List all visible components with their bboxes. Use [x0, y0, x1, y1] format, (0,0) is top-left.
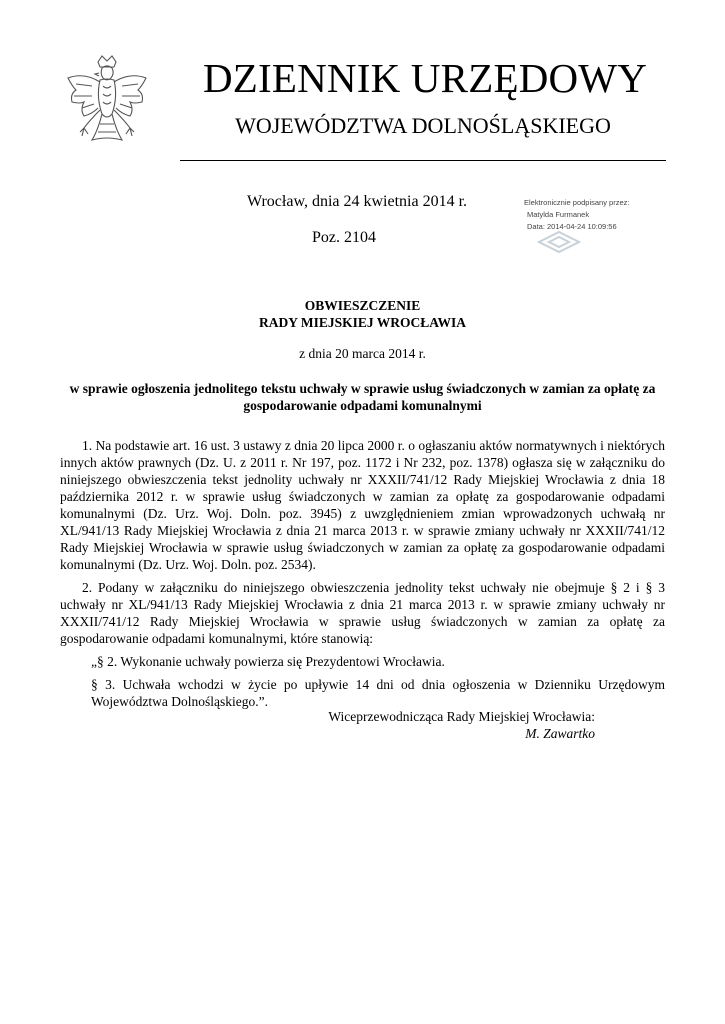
- electronic-signature-box: [524, 197, 630, 233]
- document-subject: w sprawie ogłoszenia jednolitego tekstu uchwały w sprawie usług świadczonych w zamian za opłatę za gospodarowanie odpadami komunalnymi: [69, 381, 656, 413]
- masthead-divider: [180, 160, 666, 161]
- document-body: [60, 437, 665, 716]
- quoted-section-2: „§ 2. Wykonanie uchwały powierza się Prezydentowi Wrocławia.: [91, 654, 445, 669]
- quoted-section-3: § 3. Uchwała wchodzi w życie po upływie 14 dni od dnia ogłoszenia w Dzienniku Urzędowym Województwa Dolnośląskiego.”.: [91, 677, 665, 709]
- dateline: Wrocław, dnia 24 kwietnia 2014 r.: [247, 193, 468, 210]
- signatory-name: M. Zawartko: [525, 726, 595, 741]
- esign-date: Data: 2014-04-24 10:09:56: [527, 222, 617, 231]
- masthead-subtitle: WOJEWÓDZTWA DOLNOŚLĄSKIEGO: [235, 113, 611, 138]
- polish-eagle-emblem-icon: [62, 52, 152, 164]
- masthead-title: DZIENNIK URZĘDOWY: [202, 55, 648, 101]
- esign-label: Elektronicznie podpisany przez:: [524, 198, 630, 207]
- document-type: OBWIESZCZENIE: [304, 298, 421, 313]
- paragraph-2: 2. Podany w załączniku do niniejszego obwieszczenia jednolity tekst uchwały nie obejmuje § 2 i § 3 uchwały nr XL/941/13 Rady Miejskiej Wrocławia z dnia 21 marca 2013 r. w sprawie zmiany uchwały nr XXXII/741/12 Rady Miejskiej Wrocławia w sprawie usług świadczonych w zamian za opłatę za gospodarowanie odpadami komunalnymi, które stanowią:: [60, 580, 665, 646]
- position-number: Poz. 2104: [312, 229, 376, 246]
- paragraph-1: 1. Na podstawie art. 16 ust. 3 ustawy z dnia 20 lipca 2000 r. o ogłaszaniu aktów normatywnych i niektórych innych aktów prawnych (Dz. U. z 2011 r. Nr 197, poz. 1172 i Nr 232, poz. 1378) ogłasza się w załączniku do niniejszego obwieszczenia tekst jednolity uchwały nr XXXII/741/12 Rady Miejskiej Wrocławia z dnia 18 października 2012 r. w sprawie usług świadczonych w zamian za opłatę za gospodarowanie odpadami komunalnymi (Dz. Urz. Woj. Doln. poz. 3945) z uwzględnieniem zmian wprowadzonych uchwałą nr XL/941/13 Rady Miejskiej Wrocławia z dnia 21 marca 2013 r. w sprawie zmiany uchwały nr XXXII/741/12 Rady Miejskiej Wrocławia w sprawie usług świadczonych w zamian za opłatę za gospodarowanie odpadami komunalnymi (Dz. Urz. Woj. Doln. poz. 2534).: [60, 438, 665, 572]
- document-date: z dnia 20 marca 2014 r.: [299, 346, 426, 361]
- e-signature-logo-icon: [537, 230, 581, 254]
- signature-block: [300, 708, 595, 742]
- document-issuer: RADY MIEJSKIEJ WROCŁAWIA: [258, 315, 467, 330]
- signatory-role: Wiceprzewodnicząca Rady Miejskiej Wrocławia:: [328, 709, 595, 724]
- esign-signer: Matylda Furmanek: [527, 210, 590, 219]
